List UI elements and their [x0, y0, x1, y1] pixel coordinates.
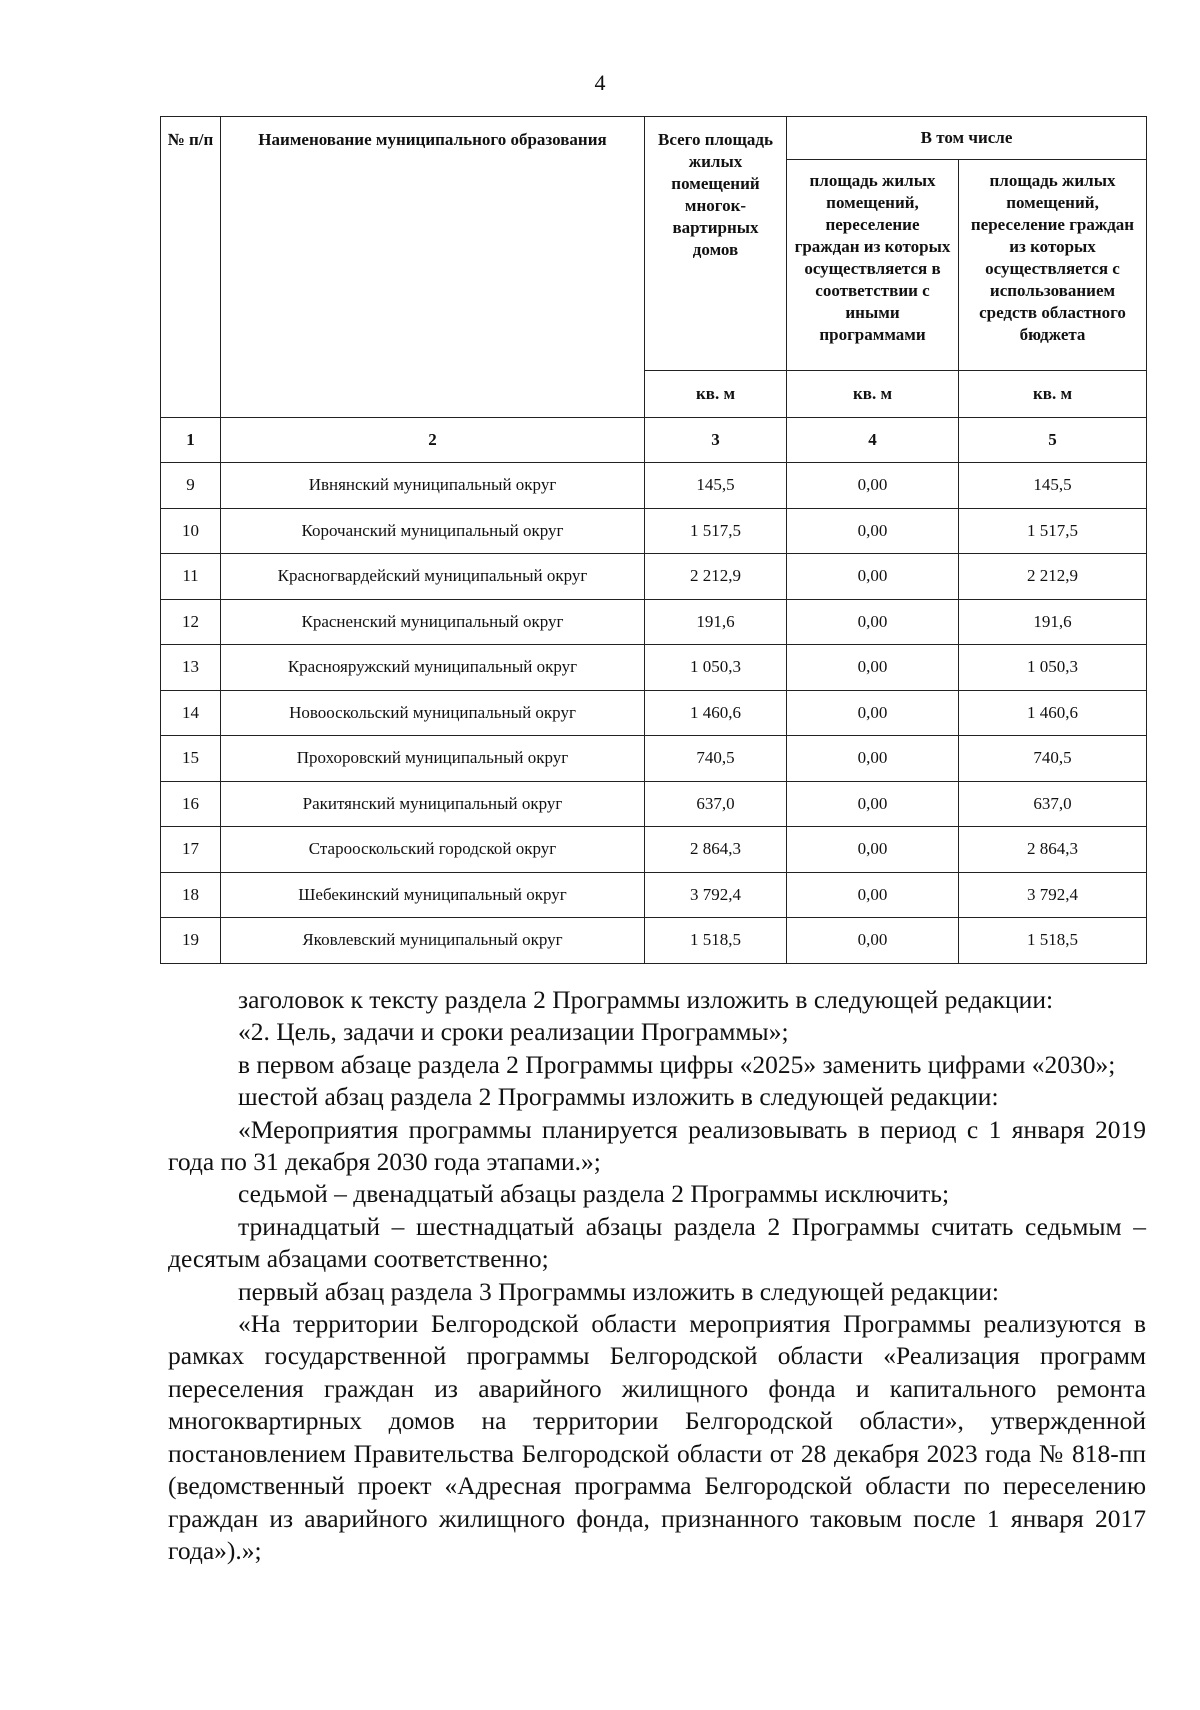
amendment-text: [168, 984, 1146, 1567]
total-area: 637,0: [645, 781, 787, 827]
area-other-programs: 0,00: [787, 736, 959, 782]
municipality-name: Яковлевский муниципальный округ: [221, 918, 645, 964]
area-regional-budget: 1 050,3: [959, 645, 1147, 691]
area-other-programs: 0,00: [787, 918, 959, 964]
municipality-name: Красногвардейский муниципальный округ: [221, 554, 645, 600]
column-index: 1: [161, 418, 221, 463]
row-number: 11: [161, 554, 221, 600]
area-other-programs: 0,00: [787, 599, 959, 645]
column-index: 4: [787, 418, 959, 463]
total-area: 2 864,3: [645, 827, 787, 873]
paragraph: «Мероприятия программы планируется реализовывать в период с 1 января 2019 года по 31 декабря 2030 года этапами.»;: [168, 1114, 1146, 1177]
table-row: [161, 508, 1147, 554]
area-regional-budget: 740,5: [959, 736, 1147, 782]
total-area: 2 212,9: [645, 554, 787, 600]
total-area: 1 518,5: [645, 918, 787, 964]
header-area-other-programs: площадь жилых помещений, переселение граждан из которых осуществляется в соответствии с иными программами: [787, 160, 959, 371]
total-area: 1 050,3: [645, 645, 787, 691]
housing-area-table: [160, 116, 1147, 964]
unit-regional-budget: кв. м: [959, 371, 1147, 418]
total-area: 191,6: [645, 599, 787, 645]
paragraph: седьмой – двенадцатый абзацы раздела 2 Программы исключить;: [238, 1179, 950, 1209]
row-number: 18: [161, 872, 221, 918]
area-regional-budget: 145,5: [959, 463, 1147, 509]
municipality-name: Корочанский муниципальный округ: [221, 508, 645, 554]
table-row: [161, 918, 1147, 964]
area-other-programs: 0,00: [787, 827, 959, 873]
row-number: 16: [161, 781, 221, 827]
area-other-programs: 0,00: [787, 781, 959, 827]
paragraph: шестой абзац раздела 2 Программы изложить в следующей редакции:: [238, 1082, 999, 1112]
row-number: 19: [161, 918, 221, 964]
area-regional-budget: 1 518,5: [959, 918, 1147, 964]
total-area: 1 460,6: [645, 690, 787, 736]
row-number: 14: [161, 690, 221, 736]
area-regional-budget: 2 864,3: [959, 827, 1147, 873]
municipality-name: Шебекинский муниципальный округ: [221, 872, 645, 918]
area-other-programs: 0,00: [787, 463, 959, 509]
table-row: [161, 781, 1147, 827]
paragraph: «На территории Белгородской области мероприятия Программы реализуются в рамках государственной программы Белгородской области «Реализация программ переселения граждан из аварийного жилищного фонда и капитального ремонта многоквартирных домов на территории Белгородской области», утвержденной постановлением Правительства Белгородской области от 28 декабря 2023 года № 818-пп (ведомственный проект «Адресная программа Белгородской области по переселению граждан из аварийного жилищного фонда, признанного таковым после 1 января 2017 года»).»;: [168, 1309, 1146, 1565]
header-number: № п/п: [161, 117, 221, 418]
column-index: 5: [959, 418, 1147, 463]
table-row: [161, 463, 1147, 509]
row-number: 15: [161, 736, 221, 782]
table-row: [161, 736, 1147, 782]
area-regional-budget: 1 460,6: [959, 690, 1147, 736]
municipality-name: Прохоровский муниципальный округ: [221, 736, 645, 782]
area-other-programs: 0,00: [787, 645, 959, 691]
municipality-name: Ивнянский муниципальный округ: [221, 463, 645, 509]
header-area-regional-budget: площадь жилых помещений, переселение граждан из которых осуществляется с использованием средств областного бюджета: [959, 160, 1147, 371]
column-index: 2: [221, 418, 645, 463]
paragraph: в первом абзаце раздела 2 Программы цифры «2025» заменить цифрами «2030»;: [238, 1049, 1116, 1079]
table-row: [161, 827, 1147, 873]
page-number: 4: [594, 70, 606, 95]
table-row: [161, 554, 1147, 600]
area-regional-budget: 1 517,5: [959, 508, 1147, 554]
row-number: 17: [161, 827, 221, 873]
municipality-name: Новооскольский муниципальный округ: [221, 690, 645, 736]
unit-other-programs: кв. м: [787, 371, 959, 418]
area-other-programs: 0,00: [787, 554, 959, 600]
column-index: 3: [645, 418, 787, 463]
table-row: [161, 645, 1147, 691]
area-regional-budget: 191,6: [959, 599, 1147, 645]
paragraph: заголовок к тексту раздела 2 Программы изложить в следующей редакции:: [238, 985, 1054, 1014]
area-other-programs: 0,00: [787, 690, 959, 736]
municipality-name: Ракитянский муниципальный округ: [221, 781, 645, 827]
header-municipality-name: Наименование муниципального образования: [221, 117, 645, 418]
table-row: [161, 872, 1147, 918]
column-index-row: [161, 418, 1147, 463]
row-number: 13: [161, 645, 221, 691]
area-regional-budget: 2 212,9: [959, 554, 1147, 600]
total-area: 1 517,5: [645, 508, 787, 554]
row-number: 9: [161, 463, 221, 509]
unit-total: кв. м: [645, 371, 787, 418]
row-number: 12: [161, 599, 221, 645]
total-area: 145,5: [645, 463, 787, 509]
paragraph: первый абзац раздела 3 Программы изложить в следующей редакции:: [238, 1276, 999, 1306]
paragraph: тринадцатый – шестнадцатый абзацы раздела 2 Программы считать седьмым – десятым абзацами соответственно;: [168, 1211, 1146, 1274]
area-other-programs: 0,00: [787, 872, 959, 918]
total-area: 3 792,4: [645, 872, 787, 918]
municipality-name: Старооскольский городской округ: [221, 827, 645, 873]
paragraph: «2. Цель, задачи и сроки реализации Программы»;: [238, 1017, 789, 1047]
municipality-name: Красненский муниципальный округ: [221, 599, 645, 645]
table-row: [161, 690, 1147, 736]
area-other-programs: 0,00: [787, 508, 959, 554]
municipality-name: Краснояружский муниципальный округ: [221, 645, 645, 691]
table-row: [161, 599, 1147, 645]
total-area: 740,5: [645, 736, 787, 782]
header-including: В том числе: [787, 117, 1147, 160]
header-total-area: Всего площадь жилых помещений многок-вартирных домов: [645, 117, 787, 371]
row-number: 10: [161, 508, 221, 554]
area-regional-budget: 637,0: [959, 781, 1147, 827]
area-regional-budget: 3 792,4: [959, 872, 1147, 918]
